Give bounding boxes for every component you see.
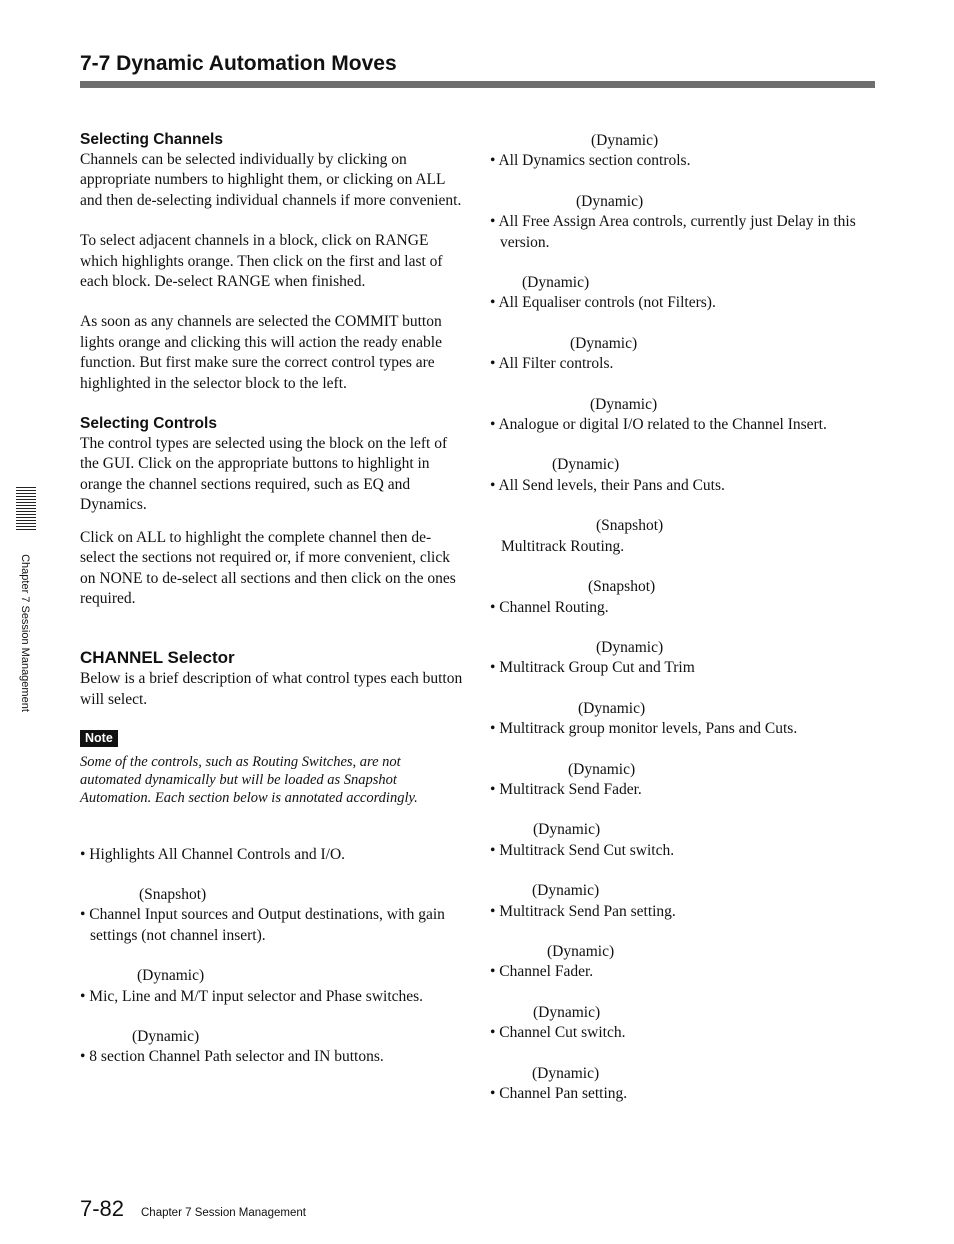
item-mode: (Dynamic)	[591, 132, 659, 149]
item-description: • Multitrack Send Pan setting.	[490, 902, 676, 920]
item-description: • All Equaliser controls (not Filters).	[490, 294, 716, 312]
list-item	[490, 1064, 880, 1105]
item-description: • All Send levels, their Pans and Cuts.	[490, 476, 725, 494]
item-description: • Analogue or digital I/O related to the Channel Insert.	[490, 416, 827, 434]
item-mode: (Dynamic)	[552, 456, 620, 474]
item-mode: (Dynamic)	[132, 1027, 200, 1045]
item-description: • Channel Routing.	[490, 598, 609, 616]
paragraph: Channels can be selected individually by clicking on appropriate numbers to highlight them, or clicking on ALL and then de-selecting individual channels if more convenient.	[80, 151, 462, 209]
list-item	[80, 845, 465, 865]
left-column	[80, 130, 465, 1068]
paragraph: Below is a brief description of what control types each button will select.	[80, 670, 463, 708]
paragraph: Click on ALL to highlight the complete channel then de-select the sections not required or, if more convenient, click on NONE to de-select all sections and then click on the ones required.	[80, 528, 456, 607]
paragraph: To select adjacent channels in a block, click on RANGE which highlights orange. Then click on the first and last of each block. De-select RANGE when finished.	[80, 232, 443, 291]
chapter-thumb-tab	[16, 487, 36, 533]
right-column	[490, 131, 880, 1104]
list-item	[490, 638, 880, 679]
footer-chapter-label: Chapter 7 Session Management	[141, 1207, 306, 1219]
list-item	[490, 334, 880, 375]
item-mode: (Dynamic)	[578, 699, 646, 717]
item-mode: (Dynamic)	[570, 334, 638, 352]
item-mode: (Dynamic)	[532, 1064, 600, 1082]
list-item	[490, 699, 880, 740]
selecting-controls-heading: Selecting Controls	[80, 415, 217, 433]
item-description: • Multitrack group monitor levels, Pans and Cuts.	[490, 720, 798, 738]
list-item	[490, 760, 880, 801]
item-mode: (Dynamic)	[137, 967, 205, 985]
list-item	[490, 455, 880, 496]
item-description: Multitrack Routing.	[501, 537, 625, 555]
item-description: • All Dynamics section controls.	[490, 152, 691, 170]
list-item	[490, 192, 880, 253]
list-item	[80, 1027, 465, 1068]
paragraph: The control types are selected using the block on the left of the GUI. Click on the appropriate buttons to highlight in orange the channel sections required, such as EQ and Dynamics.	[80, 435, 448, 514]
item-description: • Channel Pan setting.	[490, 1085, 628, 1102]
item-mode: (Dynamic)	[596, 638, 664, 656]
list-item	[80, 885, 465, 946]
item-description: • All Free Assign Area controls, currently just Delay in this version.	[490, 213, 856, 251]
list-item	[490, 881, 880, 922]
item-mode: (Dynamic)	[547, 942, 615, 960]
list-item	[490, 1003, 880, 1044]
item-description: • All Filter controls.	[490, 355, 614, 373]
list-item	[490, 273, 880, 314]
item-description: • Channel Input sources and Output destinations, with gain settings (not channel insert).	[80, 906, 445, 944]
item-mode: (Dynamic)	[590, 395, 658, 413]
title-rule	[80, 81, 875, 88]
sidebar-chapter-label: Chapter 7 Session Management	[19, 554, 31, 712]
note-text: Some of the controls, such as Routing Switches, are not automated dynamically but will be loaded as Snapshot Automation. Each section below is annotated accordingly.	[80, 753, 418, 806]
selecting-channels-heading: Selecting Channels	[80, 131, 223, 148]
item-description: • Multitrack Send Cut switch.	[490, 841, 675, 859]
item-mode: (Dynamic)	[522, 274, 590, 292]
item-description: • Highlights All Channel Controls and I/O.	[80, 845, 346, 863]
item-description: • Channel Cut switch.	[490, 1024, 626, 1042]
item-mode: (Snapshot)	[139, 885, 207, 903]
item-description: • Mic, Line and M/T input selector and Phase switches.	[80, 987, 424, 1005]
list-item	[490, 577, 880, 618]
list-item	[490, 131, 880, 172]
page-number: 7-82	[80, 1196, 125, 1221]
item-description: • Channel Fader.	[490, 963, 594, 981]
list-item	[80, 966, 465, 1007]
item-mode: (Dynamic)	[568, 760, 636, 778]
section-title: 7-7 Dynamic Automation Moves	[80, 52, 397, 75]
left-item-list	[80, 845, 465, 1068]
item-mode: (Dynamic)	[576, 192, 644, 210]
item-description: • Multitrack Send Fader.	[490, 780, 642, 798]
list-item	[490, 395, 880, 436]
list-item	[490, 942, 880, 983]
item-mode: (Dynamic)	[533, 821, 601, 839]
list-item	[490, 516, 880, 557]
item-mode: (Dynamic)	[532, 882, 600, 900]
item-description: • 8 section Channel Path selector and IN buttons.	[80, 1048, 384, 1066]
item-mode: (Dynamic)	[533, 1003, 601, 1021]
list-item	[490, 820, 880, 861]
paragraph: As soon as any channels are selected the COMMIT button lights orange and clicking this will action the ready enable function. But first make sure the correct control types are highlighted in the selector block to the left.	[80, 313, 442, 392]
item-mode: (Snapshot)	[588, 578, 656, 596]
channel-selector-heading: CHANNEL Selector	[80, 648, 235, 668]
item-description: • Multitrack Group Cut and Trim	[490, 659, 695, 677]
note-badge: Note	[80, 730, 118, 747]
item-mode: (Snapshot)	[596, 517, 664, 535]
